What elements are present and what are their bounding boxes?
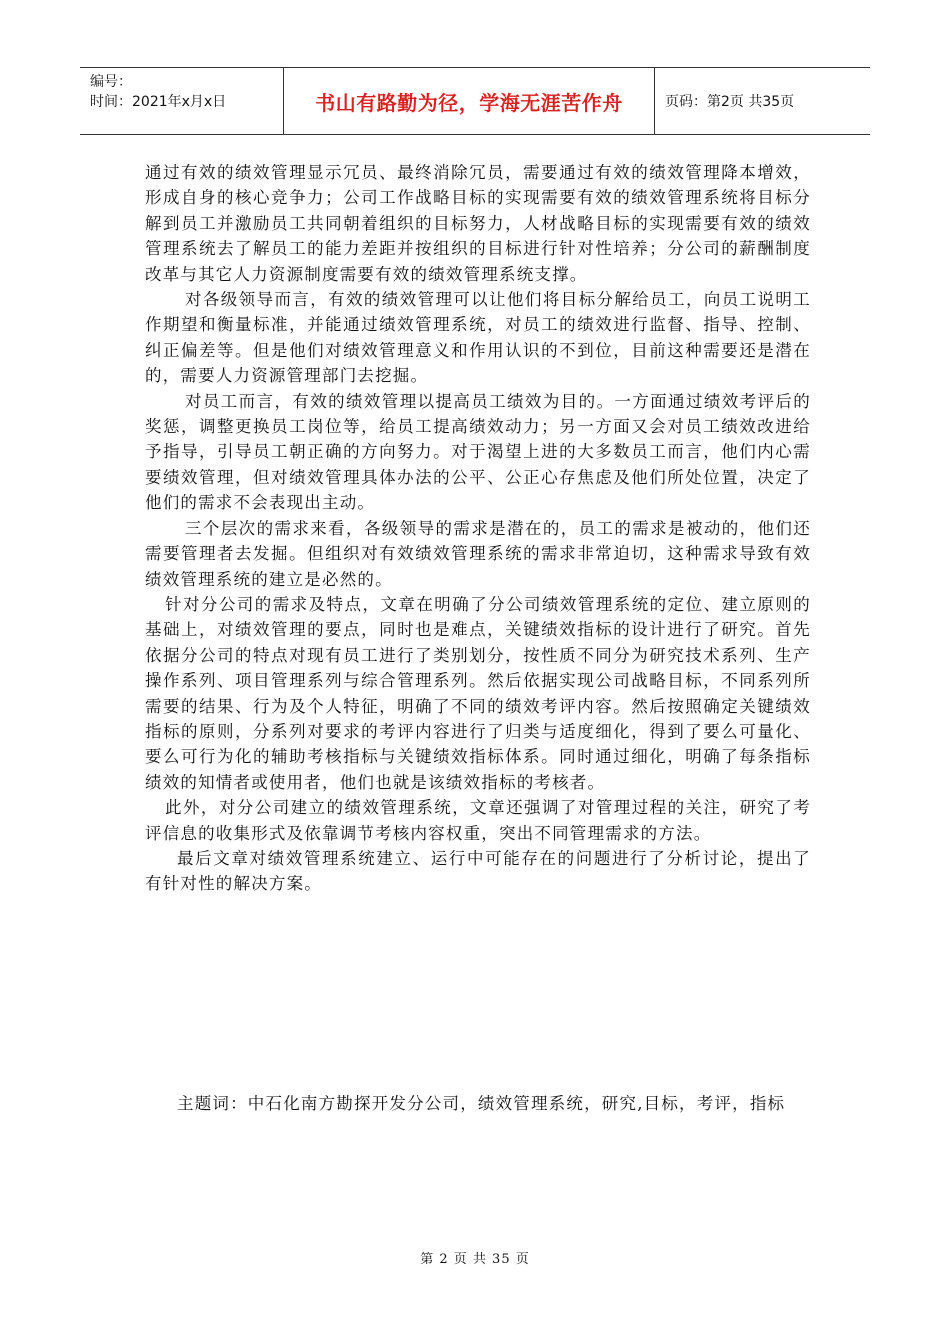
document-body — [145, 160, 811, 897]
document-time-label: 时间：2021年x月x日 — [90, 94, 227, 110]
page-header — [80, 67, 870, 135]
paragraph: 针对分公司的需求及特点，文章在明确了分公司绩效管理系统的定位、建立原则的基础上，对绩效管理的要点，同时也是难点，关键绩效指标的设计进行了研究。首先依据分公司的特点对现有员工进行了类别划分，按性质不同分为研究技术系列、生产操作系列、项目管理系列与综合管理系列。然后依据实现公司战略目标，不同系列所需要的结果、行为及个人特征，明确了不同的绩效考评内容。然后按照确定关键绩效指标的原则，分系列对要求的考评内容进行了归类与适度细化，得到了要么可量化、要么可行为化的辅助考核指标与关键绩效指标体系。同时通过细化，明确了每条指标绩效的知情者或使用者，他们也就是该绩效指标的考核者。 — [145, 594, 811, 792]
paragraph: 最后文章对绩效管理系统建立、运行中可能存在的问题进行了分析讨论，提出了有针对性的解决方案。 — [145, 848, 811, 894]
paragraph: 对员工而言，有效的绩效管理以提高员工绩效为目的。一方面通过绩效考评后的奖惩，调整更换员工岗位等，给员工提高绩效动力；另一方面又会对员工绩效改进给予指导，引导员工朝正确的方向努力。对于渴望上进的大多数员工而言，他们内心需要绩效管理，但对绩效管理具体办法的公平、公正心存焦虑及他们所处位置，决定了他们的需求不会表现出主动。 — [145, 391, 811, 513]
page-footer: 第 2 页 共 35 页 — [420, 1252, 530, 1267]
paragraph: 三个层次的需求来看，各级领导的需求是潜在的，员工的需求是被动的，他们还需要管理者去发掘。但组织对有效绩效管理系统的需求非常迫切，这种需求导致有效绩效管理系统的建立是必然的。 — [145, 518, 811, 589]
header-meta — [80, 68, 284, 134]
paragraph: 对各级领导而言，有效的绩效管理可以让他们将目标分解给员工，向员工说明工作期望和衡量标准，并能通过绩效管理系统，对员工的绩效进行监督、指导、控制、纠正偏差等。但是他们对绩效管理意义和作用认识的不到位，目前这种需要还是潜在的，需要人力资源管理部门去挖掘。 — [145, 290, 811, 386]
header-page-info: 页码：第2页 共35页 — [665, 94, 795, 110]
keywords-line: 主题词：中石化南方勘探开发分公司，绩效管理系统，研究,目标，考评，指标 — [177, 1094, 786, 1113]
paragraph: 此外，对分公司建立的绩效管理系统，文章还强调了对管理过程的关注，研究了考评信息的收集形式及依靠调节考核内容权重，突出不同管理需求的方法。 — [145, 798, 811, 843]
document-number-label: 编号： — [90, 74, 132, 90]
paragraph: 通过有效的绩效管理显示冗员、最终消除冗员，需要通过有效的绩效管理降本增效，形成自身的核心竞争力；公司工作战略目标的实现需要有效的绩效管理系统将目标分解到员工并激励员工共同朝着组织的目标努力，人材战略目标的实现需要有效的绩效管理系统去了解员工的能力差距并按组织的目标进行针对性培养；分公司的薪酬制度改革与其它人力资源制度需要有效的绩效管理系统支撑。 — [145, 163, 811, 284]
header-motto: 书山有路勤为径，学海无涯苦作舟 — [284, 68, 655, 134]
